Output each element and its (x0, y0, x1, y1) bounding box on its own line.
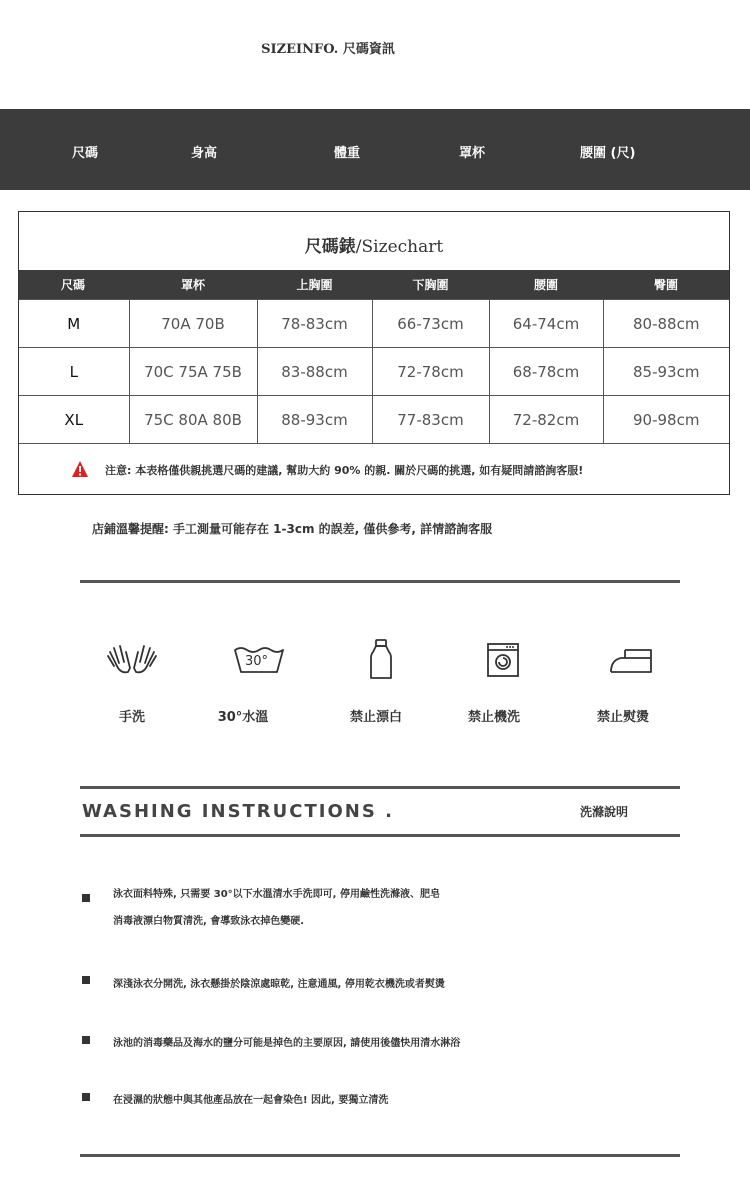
instruction-text: 在浸濕的狀態中與其他產品放在一起會染色! 因此, 要獨立清洗 (113, 1095, 389, 1106)
table-cell: M (19, 300, 129, 348)
size-chart-title-en: /Sizechart (355, 237, 444, 257)
bullet-icon (82, 1093, 90, 1101)
table-cell: 88-93cm (257, 396, 372, 444)
wash-30-icon (231, 638, 291, 682)
table-cell: 78-83cm (257, 300, 372, 348)
washing-subtitle: 洗滌說明 (580, 805, 629, 819)
care-label-hand-wash: 手洗 (118, 710, 145, 725)
size-chart (18, 211, 730, 495)
table-cell: 75C 80A 80B (129, 396, 257, 444)
table-cell: 85-93cm (603, 348, 729, 396)
size-info-bar (0, 109, 750, 190)
table-cell: L (19, 348, 129, 396)
table-cell: 90-98cm (603, 396, 729, 444)
table-row (19, 300, 729, 348)
instruction-text: 泳池的消毒藥品及海水的鹽分可能是掉色的主要原因, 請使用後儘快用清水淋浴 (113, 1038, 461, 1049)
table-cell: XL (19, 396, 129, 444)
bar-label-waist: 腰圍 (尺) (580, 146, 636, 161)
divider (80, 786, 680, 789)
bar-label-cup: 罩杯 (459, 146, 486, 161)
care-label-no-bleach: 禁止漂白 (349, 710, 402, 725)
iron-icon (601, 638, 661, 682)
washing-machine-icon (473, 638, 533, 682)
care-label-water-temp: 30°水溫 (217, 710, 269, 725)
table-cell: 68-78cm (489, 348, 603, 396)
table-cell: 77-83cm (372, 396, 489, 444)
table-cell: 66-73cm (372, 300, 489, 348)
col-header: 腰圍 (489, 270, 603, 300)
page-title: SIZEINFO. 尺碼資訊 (261, 42, 395, 57)
bar-label-weight: 體重 (334, 146, 361, 161)
bullet-icon (82, 1036, 90, 1044)
table-cell: 70C 75A 75B (129, 348, 257, 396)
care-label-no-iron: 禁止熨燙 (596, 710, 649, 725)
table-cell: 70A 70B (129, 300, 257, 348)
table-row (19, 396, 729, 444)
instruction-text: 消毒液漂白物質清洗, 會導致泳衣掉色變硬. (113, 916, 305, 927)
hand-wash-icon (102, 638, 162, 682)
instruction-text: 泳衣面料特殊, 只需要 30°以下水溫清水手洗即可, 停用鹼性洗滌液、肥皂 (113, 889, 440, 900)
divider (80, 1154, 680, 1157)
size-table-header (19, 270, 729, 300)
divider (80, 834, 680, 837)
table-cell: 83-88cm (257, 348, 372, 396)
table-cell: 72-82cm (489, 396, 603, 444)
warning-icon (71, 460, 89, 478)
col-header: 下胸圍 (372, 270, 489, 300)
bar-label-height: 身高 (191, 146, 218, 161)
table-cell: 64-74cm (489, 300, 603, 348)
instruction-text: 深淺泳衣分開洗, 泳衣懸掛於陰涼處晾乾, 注意通風, 停用乾衣機洗或者熨燙 (113, 979, 445, 990)
size-table (19, 270, 729, 444)
size-notice (19, 446, 729, 494)
bullet-icon (82, 894, 90, 902)
table-cell: 72-78cm (372, 348, 489, 396)
store-tip: 店鋪溫馨提醒: 手工測量可能存在 1-3cm 的誤差, 僅供參考, 詳情諮詢客服 (92, 522, 493, 536)
notice-text: 注意: 本表格僅供親挑選尺碼的建議, 幫助大約 90% 的親. 關於尺碼的挑選, 如有疑問請諮詢客服! (105, 464, 584, 477)
bullet-icon (82, 976, 90, 984)
col-header: 上胸圍 (257, 270, 372, 300)
col-header: 尺碼 (19, 270, 129, 300)
divider (80, 580, 680, 583)
washing-title: WASHING INSTRUCTIONS . (82, 801, 394, 822)
col-header: 臀圍 (603, 270, 729, 300)
care-label-no-machine-wash: 禁止機洗 (467, 710, 520, 725)
size-chart-title (19, 232, 729, 257)
size-chart-title-cn: 尺碼錶 (304, 237, 356, 257)
table-row (19, 348, 729, 396)
bar-label-size: 尺碼 (72, 146, 99, 161)
bleach-bottle-icon (351, 638, 411, 682)
col-header: 罩杯 (129, 270, 257, 300)
wash-temp-text: 30° (245, 654, 269, 669)
table-cell: 80-88cm (603, 300, 729, 348)
